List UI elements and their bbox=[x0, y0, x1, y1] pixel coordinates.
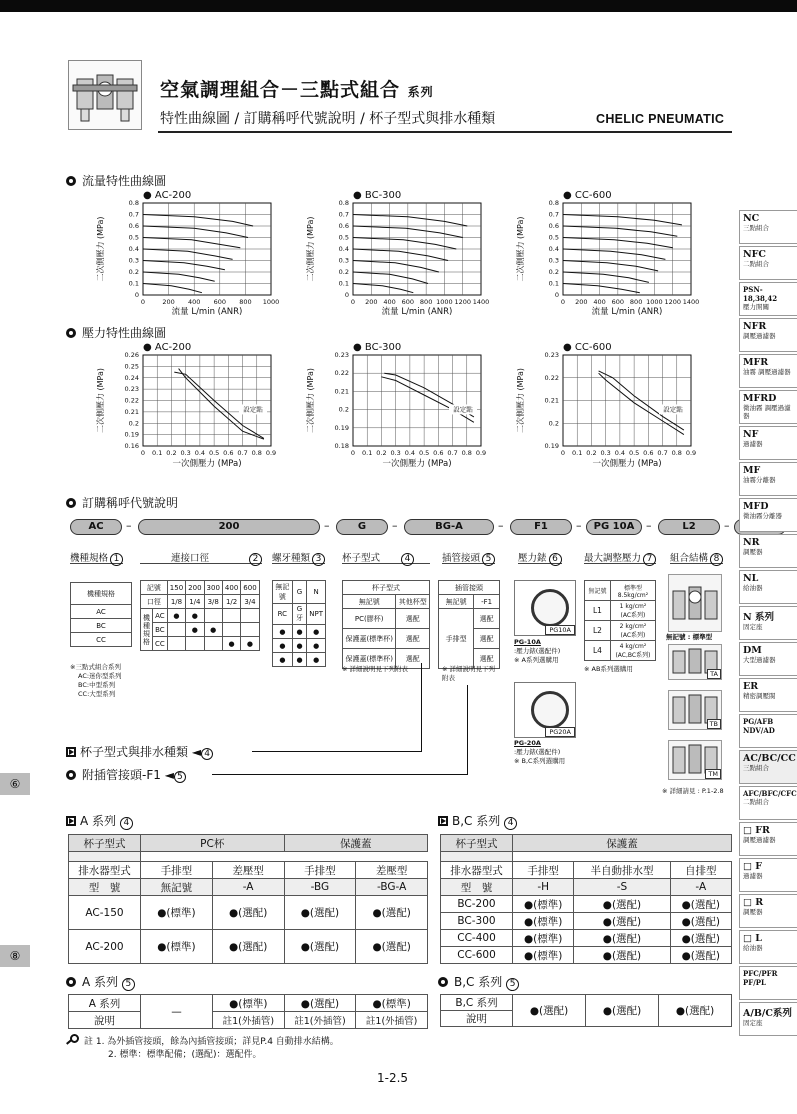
sidebar-item-code: PSN-18,38,42 bbox=[743, 285, 778, 303]
sidebar-item-code: NC bbox=[743, 213, 760, 224]
code-pill: BG-A bbox=[404, 519, 494, 535]
x-tick-label: 400 bbox=[383, 298, 396, 306]
y-tick-label: 0.23 bbox=[124, 385, 139, 394]
y-tick-label: 0.5 bbox=[338, 233, 349, 242]
pressure-gauge-pg20a-image: PG20A bbox=[514, 682, 576, 738]
x-tick-label: 0.5 bbox=[418, 449, 430, 457]
pressure-note: ※ AB系列選購用 bbox=[584, 665, 633, 673]
page-number: 1-2.5 bbox=[377, 1071, 409, 1085]
x-tick-label: 0.1 bbox=[572, 449, 583, 457]
sidebar-item-desc: 二點組合 bbox=[743, 798, 769, 806]
sidebar-item-code: MFR bbox=[743, 357, 769, 368]
sidebar-item-code: NFR bbox=[743, 321, 767, 332]
code-pill: G bbox=[336, 519, 388, 535]
pressure-section-heading: 壓力特性曲線圖 bbox=[66, 324, 166, 341]
sidebar-item-code: PG/AFB NDV/AD bbox=[743, 717, 775, 735]
y-tick-label: 0.2 bbox=[128, 419, 139, 428]
y-tick-label: 0.5 bbox=[128, 233, 139, 242]
combo-tm-image: TM bbox=[668, 740, 722, 780]
chart-title: ● AC-200 bbox=[143, 190, 192, 201]
x-tick-label: 0.2 bbox=[586, 449, 597, 457]
sidebar-item-desc: 壓力開關 bbox=[743, 303, 769, 311]
y-tick-label: 0.7 bbox=[338, 210, 349, 219]
y-tick-label: 0.21 bbox=[124, 407, 139, 416]
x-tick-label: 0 bbox=[350, 449, 356, 457]
x-axis-label: 一次側壓力 (MPa) bbox=[592, 459, 662, 469]
model-table: 機種規格 AC BC CC bbox=[70, 582, 132, 647]
setpoint-label: 設定點 bbox=[453, 405, 473, 414]
sidebar-item-desc: 調壓器 bbox=[743, 548, 763, 556]
x-tick-label: 200 bbox=[575, 298, 588, 306]
y-tick-label: 0.1 bbox=[338, 279, 349, 288]
order-label: 插管接頭 5 bbox=[442, 550, 495, 564]
connector-line bbox=[421, 663, 422, 751]
sidebar-item-desc: 大型過濾器 bbox=[743, 656, 776, 664]
x-tick-label: 1000 bbox=[436, 298, 453, 306]
sidebar-item-code: □ F bbox=[743, 861, 763, 872]
characteristic-charts bbox=[0, 0, 739, 480]
x-tick-label: 0.4 bbox=[194, 449, 206, 457]
y-tick-label: 0.2 bbox=[548, 268, 559, 276]
y-tick-label: 0.21 bbox=[334, 387, 349, 396]
y-tick-label: 0.8 bbox=[128, 199, 139, 207]
model-note: ※三點式組合系列 AC:迷你型系列 BC:中型系列 CC:大型系列 bbox=[70, 663, 122, 698]
x-axis-label: 一次側壓力 (MPa) bbox=[172, 459, 242, 469]
port-size-table: 記號 150 200 300 400 600 口徑 1/8 1/4 3/8 1/2 3/4 機種規格 AC ● ● BC ● ● CC ● ● bbox=[140, 580, 260, 651]
x-tick-label: 0 bbox=[140, 449, 146, 457]
code-pill: L2 bbox=[658, 519, 720, 535]
order-label: 機種規格 1 bbox=[70, 550, 123, 564]
y-tick-label: 0.6 bbox=[548, 222, 559, 230]
x-axis-label: 流量 L/min (ANR) bbox=[171, 307, 243, 317]
page-title: 空氣調理組合－三點式組合 系列 bbox=[160, 79, 434, 101]
y-tick-label: 0.4 bbox=[548, 245, 559, 253]
gauge-icon bbox=[531, 691, 569, 729]
sidebar-item[interactable] bbox=[739, 570, 797, 604]
x-axis-label: 流量 L/min (ANR) bbox=[591, 307, 663, 317]
y-axis-label: 二次側壓力 (MPa) bbox=[516, 367, 525, 434]
sidebar-item[interactable] bbox=[739, 894, 797, 928]
pressure-gauge-pg10a-image: PG10A bbox=[514, 580, 576, 636]
y-tick-label: 0.16 bbox=[124, 442, 139, 450]
y-tick-label: 0.21 bbox=[544, 396, 559, 405]
dash: – bbox=[498, 519, 504, 532]
x-tick-label: 1200 bbox=[454, 298, 471, 306]
x-tick-label: 0.3 bbox=[390, 449, 401, 457]
dash: – bbox=[576, 519, 582, 532]
x-tick-label: 0.3 bbox=[180, 449, 191, 457]
x-tick-label: 0.4 bbox=[404, 449, 416, 457]
sidebar-item-code: □ L bbox=[743, 933, 762, 944]
sidebar-item-desc: 二點組合 bbox=[743, 260, 769, 268]
y-tick-label: 0.3 bbox=[338, 256, 349, 265]
x-tick-label: 0 bbox=[560, 449, 566, 457]
setpoint-label: 設定點 bbox=[243, 405, 263, 414]
x-tick-label: 800 bbox=[419, 298, 433, 306]
y-tick-label: 0.6 bbox=[128, 222, 139, 230]
x-tick-label: 0.8 bbox=[461, 449, 472, 457]
fitting-table-a: A 系列 — ●(標準) ●(選配) ●(標準) 說明 註1(外插管) 註1(外插管) 註1(外插管) bbox=[68, 994, 428, 1029]
setpoint-label: 設定點 bbox=[663, 405, 683, 414]
connector-line bbox=[252, 751, 422, 752]
sidebar-item-desc: 固定座 bbox=[743, 623, 763, 631]
sidebar-item[interactable] bbox=[739, 678, 797, 712]
gauge-note: PG-10A :壓力錶(選配件) ※ A系列選購用 bbox=[514, 638, 561, 664]
sidebar-item-desc: 過濾器 bbox=[743, 440, 763, 448]
sidebar-item-code: NF bbox=[743, 429, 759, 440]
arrow-box-icon bbox=[438, 816, 448, 826]
dash: – bbox=[392, 519, 398, 532]
dash: – bbox=[646, 519, 652, 532]
side-page-tab[interactable]: ⑧ bbox=[0, 945, 30, 967]
y-tick-label: 0.6 bbox=[338, 222, 349, 230]
sidebar-item-code: MFRD bbox=[743, 393, 777, 404]
order-label: 螺牙種類 3 bbox=[272, 550, 325, 564]
chart-title: ● BC-300 bbox=[353, 342, 402, 353]
sidebar-item-code: AFC/BFC/CFC bbox=[743, 789, 797, 798]
x-axis-label: 一次側壓力 (MPa) bbox=[382, 459, 452, 469]
x-tick-label: 1200 bbox=[664, 298, 681, 306]
sidebar-item-code: □ R bbox=[743, 897, 764, 908]
max-pressure-table: 無記號 標準型 8.5kg/cm² L1 1 kg/cm² (AC系列) L2 2 kg/cm² (AC系列) L4 4 kg/cm² (AC,BC系列) bbox=[584, 580, 656, 661]
sidebar-item-code: NL bbox=[743, 573, 759, 584]
arrow-box-icon bbox=[66, 747, 76, 757]
cup-type-table: 杯子型式 無記號 其他杯型 PC(膠杯) 選配 保護蓋(標準杯) 選配 保護蓋(標準杯) 選配 bbox=[342, 580, 430, 669]
sidebar-item[interactable] bbox=[739, 282, 797, 316]
sidebar-item-desc: 調壓器 bbox=[743, 908, 763, 916]
x-axis-label: 流量 L/min (ANR) bbox=[381, 307, 453, 317]
x-tick-label: 0 bbox=[140, 298, 146, 306]
y-tick-label: 0 bbox=[344, 291, 349, 299]
table-bc4-heading: B,C 系列 4 bbox=[438, 812, 517, 830]
y-tick-label: 0.22 bbox=[544, 373, 559, 382]
fitting-note: ※ 詳細說明見下列 附表 bbox=[442, 665, 496, 682]
order-section-heading: 訂購稱呼代號說明 bbox=[66, 494, 178, 511]
x-tick-label: 0.8 bbox=[671, 449, 682, 457]
order-code-row bbox=[68, 519, 732, 535]
y-tick-label: 0.23 bbox=[544, 351, 559, 359]
x-tick-label: 0.5 bbox=[628, 449, 640, 457]
y-tick-label: 0 bbox=[554, 291, 559, 299]
sidebar-item-desc: 三點組合 bbox=[743, 764, 769, 772]
sidebar-item[interactable] bbox=[739, 642, 797, 676]
y-tick-label: 0.1 bbox=[128, 279, 139, 288]
y-tick-label: 0.19 bbox=[124, 430, 139, 439]
order-label: 最大調整壓力 7 bbox=[584, 550, 656, 564]
sidebar-item[interactable] bbox=[739, 930, 797, 964]
order-label: 連接口徑 2 bbox=[140, 550, 262, 564]
y-tick-label: 0.2 bbox=[338, 405, 349, 414]
x-tick-label: 0.7 bbox=[237, 449, 248, 457]
code-pill: PG 10A bbox=[586, 519, 642, 535]
sidebar-item-desc: 微油霧分離器 bbox=[743, 512, 782, 520]
y-axis-label: 二次側壓力 (MPa) bbox=[306, 216, 315, 282]
y-tick-label: 0.2 bbox=[338, 268, 349, 276]
chart-title: ● AC-200 bbox=[143, 342, 192, 353]
chart-frame bbox=[353, 355, 481, 446]
x-tick-label: 400 bbox=[593, 298, 606, 306]
sidebar-item-code: DM bbox=[743, 645, 762, 656]
x-tick-label: 800 bbox=[239, 298, 252, 306]
sidebar-item-code: NFC bbox=[743, 249, 766, 260]
x-tick-label: 200 bbox=[162, 298, 175, 306]
table-a4-heading: A 系列 4 bbox=[66, 812, 133, 830]
sidebar-item-desc: 給油器 bbox=[743, 584, 763, 592]
y-tick-label: 0.7 bbox=[548, 210, 559, 219]
sidebar-item-desc: 給油器 bbox=[743, 944, 763, 952]
x-tick-label: 0 bbox=[350, 298, 356, 306]
y-tick-label: 0.2 bbox=[548, 419, 559, 428]
link-cup-drain[interactable]: 杯子型式與排水種類 ◄ 4 bbox=[66, 743, 213, 760]
sidebar-item-code: AC/BC/CC bbox=[743, 753, 796, 764]
dash: – bbox=[126, 519, 132, 532]
y-axis-label: 二次側壓力 (MPa) bbox=[96, 367, 105, 434]
x-tick-label: 0 bbox=[560, 298, 566, 306]
sidebar-item-code: A/B/C系列 bbox=[743, 1008, 792, 1019]
sidebar-item[interactable] bbox=[739, 318, 797, 352]
y-tick-label: 0.4 bbox=[128, 245, 139, 253]
y-tick-label: 0.5 bbox=[548, 233, 559, 242]
sidebar-item[interactable] bbox=[739, 354, 797, 388]
sidebar-item-code: N 系列 bbox=[743, 612, 774, 623]
sidebar-item-code: ER bbox=[743, 681, 759, 692]
combo-standard-image bbox=[668, 574, 722, 632]
order-label: 組合結構 8 bbox=[670, 550, 723, 564]
y-tick-label: 0 bbox=[134, 291, 139, 299]
sidebar-item[interactable] bbox=[739, 1002, 797, 1036]
footnote: 註 1. 為外插管接頭，餘為內插管接頭；詳見P.4 自動排水結構。 2. 標準：標準配備；(選配)：選配件。 bbox=[66, 1034, 339, 1062]
gauge-note: PG-20A :壓力錶(選配件) ※ B,C系列選購用 bbox=[514, 739, 566, 765]
x-tick-label: 1400 bbox=[682, 298, 700, 306]
x-tick-label: 0.9 bbox=[475, 449, 487, 457]
brand-name: CHELIC PNEUMATIC bbox=[596, 112, 725, 126]
magnifier-icon bbox=[66, 1034, 80, 1044]
sidebar-item-desc: 調壓過濾器 bbox=[743, 836, 776, 844]
combo-detail-note: ※ 詳細請見 : P.1-2.8 bbox=[662, 787, 724, 795]
sidebar-item-code: MFD bbox=[743, 501, 769, 512]
sidebar-item[interactable] bbox=[739, 246, 797, 280]
y-tick-label: 0.3 bbox=[128, 256, 139, 265]
sidebar-item[interactable] bbox=[739, 426, 797, 460]
x-tick-label: 0.6 bbox=[223, 449, 234, 457]
sidebar-item[interactable] bbox=[739, 534, 797, 568]
sidebar-item-desc: 調壓過濾器 bbox=[743, 332, 776, 340]
y-tick-label: 0.22 bbox=[124, 396, 139, 405]
y-tick-label: 0.7 bbox=[128, 210, 139, 219]
sidebar-item[interactable] bbox=[739, 966, 797, 1000]
category-sidebar bbox=[739, 210, 797, 1038]
x-tick-label: 400 bbox=[187, 298, 201, 306]
combo-tb-image: TB bbox=[668, 690, 722, 730]
code-pill: F1 bbox=[510, 519, 572, 535]
sidebar-item-desc: 過濾器 bbox=[743, 872, 763, 880]
x-tick-label: 0.9 bbox=[265, 449, 277, 457]
y-tick-label: 0.22 bbox=[334, 369, 349, 378]
y-tick-label: 0.19 bbox=[544, 442, 559, 450]
x-tick-label: 1000 bbox=[646, 298, 663, 306]
y-tick-label: 0.3 bbox=[548, 256, 559, 265]
chart-title: ● BC-300 bbox=[353, 190, 402, 201]
sidebar-item-desc: 微油霧 調壓過濾器 bbox=[743, 404, 791, 420]
thread-table: 無記號 G N RC G牙 NPT ● ● ● ● ● ● ● ● ● bbox=[272, 580, 326, 667]
sidebar-item[interactable] bbox=[739, 750, 797, 784]
y-tick-label: 0.19 bbox=[334, 423, 349, 432]
sidebar-item-desc: 油霧 調壓過濾器 bbox=[743, 368, 791, 376]
x-tick-label: 600 bbox=[611, 298, 625, 306]
fitting-table: 插管接頭 無記號 -F1 手排型 選配 選配 選配 bbox=[438, 580, 500, 669]
sidebar-item[interactable] bbox=[739, 498, 797, 532]
x-tick-label: 0.9 bbox=[685, 449, 697, 457]
sidebar-item[interactable] bbox=[739, 786, 797, 820]
sidebar-item[interactable] bbox=[739, 714, 797, 748]
code-pill: 200 bbox=[138, 519, 320, 535]
fitting-table-bc: B,C 系列 ●(選配) ●(選配) ●(選配) 說明 bbox=[440, 994, 732, 1027]
flow-section-heading: 流量特性曲線圖 bbox=[66, 172, 166, 189]
sidebar-item-desc: 精密調壓閥 bbox=[743, 692, 776, 700]
cup-drain-table-bc: 杯子型式 保護蓋 排水器型式 手排型 半自動排水型 自排型 型 號 -H -S -A BC-200 ●(標準) ●(選配) ●(選配) BC-300 ●(標準) ●(選配) ●(選配) CC-400 ●(標準) ●(選配) ●(選配) CC-600 ●(標準) ●(選配) ●(選配) bbox=[440, 834, 732, 964]
order-label: 杯子型式 4 bbox=[342, 550, 430, 564]
x-tick-label: 800 bbox=[629, 298, 643, 306]
x-tick-label: 0.7 bbox=[447, 449, 458, 457]
x-tick-label: 0.3 bbox=[600, 449, 611, 457]
table-bc5-heading: B,C 系列 5 bbox=[438, 973, 519, 991]
x-tick-label: 0.2 bbox=[376, 449, 387, 457]
bullet-icon bbox=[66, 498, 76, 508]
cup-note: ※ 詳細說明見下列附表 bbox=[342, 665, 409, 673]
connector-line bbox=[467, 685, 468, 774]
y-tick-label: 0.1 bbox=[548, 279, 559, 288]
sidebar-item[interactable] bbox=[739, 606, 797, 640]
y-tick-label: 0.4 bbox=[338, 245, 349, 253]
gauge-icon bbox=[531, 589, 569, 627]
sidebar-item-code: □ FR bbox=[743, 825, 770, 836]
y-tick-label: 0.2 bbox=[128, 268, 139, 276]
y-tick-label: 0.18 bbox=[334, 442, 349, 450]
y-tick-label: 0.8 bbox=[338, 199, 349, 207]
x-tick-label: 200 bbox=[365, 298, 378, 306]
y-tick-label: 0.23 bbox=[334, 351, 349, 359]
sidebar-item[interactable] bbox=[739, 462, 797, 496]
y-tick-label: 0.25 bbox=[124, 362, 139, 371]
cup-drain-table-a: 杯子型式 PC杯 保護蓋 排水器型式 手排型 差壓型 手排型 差壓型 型 號 無記號 -A -BG -BG-A AC-150 ●(標準) ●(選配) ●(選配) ●(選配) AC-200 ●(標準) ●(選配) ●(選配) ●(選配) bbox=[68, 834, 428, 964]
x-tick-label: 0.8 bbox=[251, 449, 262, 457]
x-tick-label: 0.1 bbox=[362, 449, 373, 457]
x-tick-label: 0.6 bbox=[643, 449, 654, 457]
combo-ta-image: TA bbox=[668, 644, 722, 680]
combo-note: 無記號 : 標準型 bbox=[666, 633, 713, 641]
x-tick-label: 0.6 bbox=[433, 449, 444, 457]
x-tick-label: 0.5 bbox=[208, 449, 220, 457]
sidebar-item[interactable] bbox=[739, 822, 797, 856]
order-label: 壓力錶 6 bbox=[518, 550, 562, 564]
x-tick-label: 0.1 bbox=[152, 449, 163, 457]
sidebar-item[interactable] bbox=[739, 210, 797, 244]
side-page-tab[interactable]: ⑥ bbox=[0, 773, 30, 795]
sidebar-item-code: NR bbox=[743, 537, 760, 548]
page-subtitle: 特性曲線圖 / 訂購稱呼代號說明 / 杯子型式與排水種類 bbox=[160, 111, 496, 127]
connector-line bbox=[212, 774, 468, 775]
y-tick-label: 0.26 bbox=[124, 351, 139, 359]
sidebar-item-code: PFC/PFR PF/PL bbox=[743, 969, 778, 987]
bullet-icon bbox=[66, 770, 76, 780]
bullet-icon bbox=[66, 977, 76, 987]
y-axis-label: 二次側壓力 (MPa) bbox=[96, 216, 105, 282]
y-axis-label: 二次側壓力 (MPa) bbox=[516, 216, 525, 282]
arrow-box-icon bbox=[66, 816, 76, 826]
x-tick-label: 0.7 bbox=[657, 449, 668, 457]
dash: – bbox=[724, 519, 730, 532]
sidebar-item-code: MF bbox=[743, 465, 761, 476]
x-tick-label: 1400 bbox=[472, 298, 490, 306]
sidebar-item-desc: 固定座 bbox=[743, 1019, 763, 1027]
sidebar-item-desc: 油霧分離器 bbox=[743, 476, 776, 484]
x-tick-label: 1000 bbox=[262, 298, 280, 306]
link-fitting[interactable]: 附插管接頭-F1 ◄ 5 bbox=[66, 766, 186, 783]
sidebar-item[interactable] bbox=[739, 858, 797, 892]
x-tick-label: 600 bbox=[401, 298, 415, 306]
chart-title: ● CC-600 bbox=[563, 190, 612, 201]
x-tick-label: 600 bbox=[213, 298, 227, 306]
y-axis-label: 二次側壓力 (MPa) bbox=[306, 367, 315, 434]
bullet-icon bbox=[438, 977, 448, 987]
table-a5-heading: A 系列 5 bbox=[66, 973, 135, 991]
dash: – bbox=[324, 519, 330, 532]
x-tick-label: 0.4 bbox=[614, 449, 626, 457]
x-tick-label: 0.2 bbox=[166, 449, 177, 457]
y-tick-label: 0.8 bbox=[548, 199, 559, 207]
code-pill: AC bbox=[70, 519, 122, 535]
y-tick-label: 0.24 bbox=[124, 373, 139, 382]
sidebar-item-desc: 三點組合 bbox=[743, 224, 769, 232]
sidebar-item[interactable] bbox=[739, 390, 797, 424]
chart-title: ● CC-600 bbox=[563, 342, 612, 353]
